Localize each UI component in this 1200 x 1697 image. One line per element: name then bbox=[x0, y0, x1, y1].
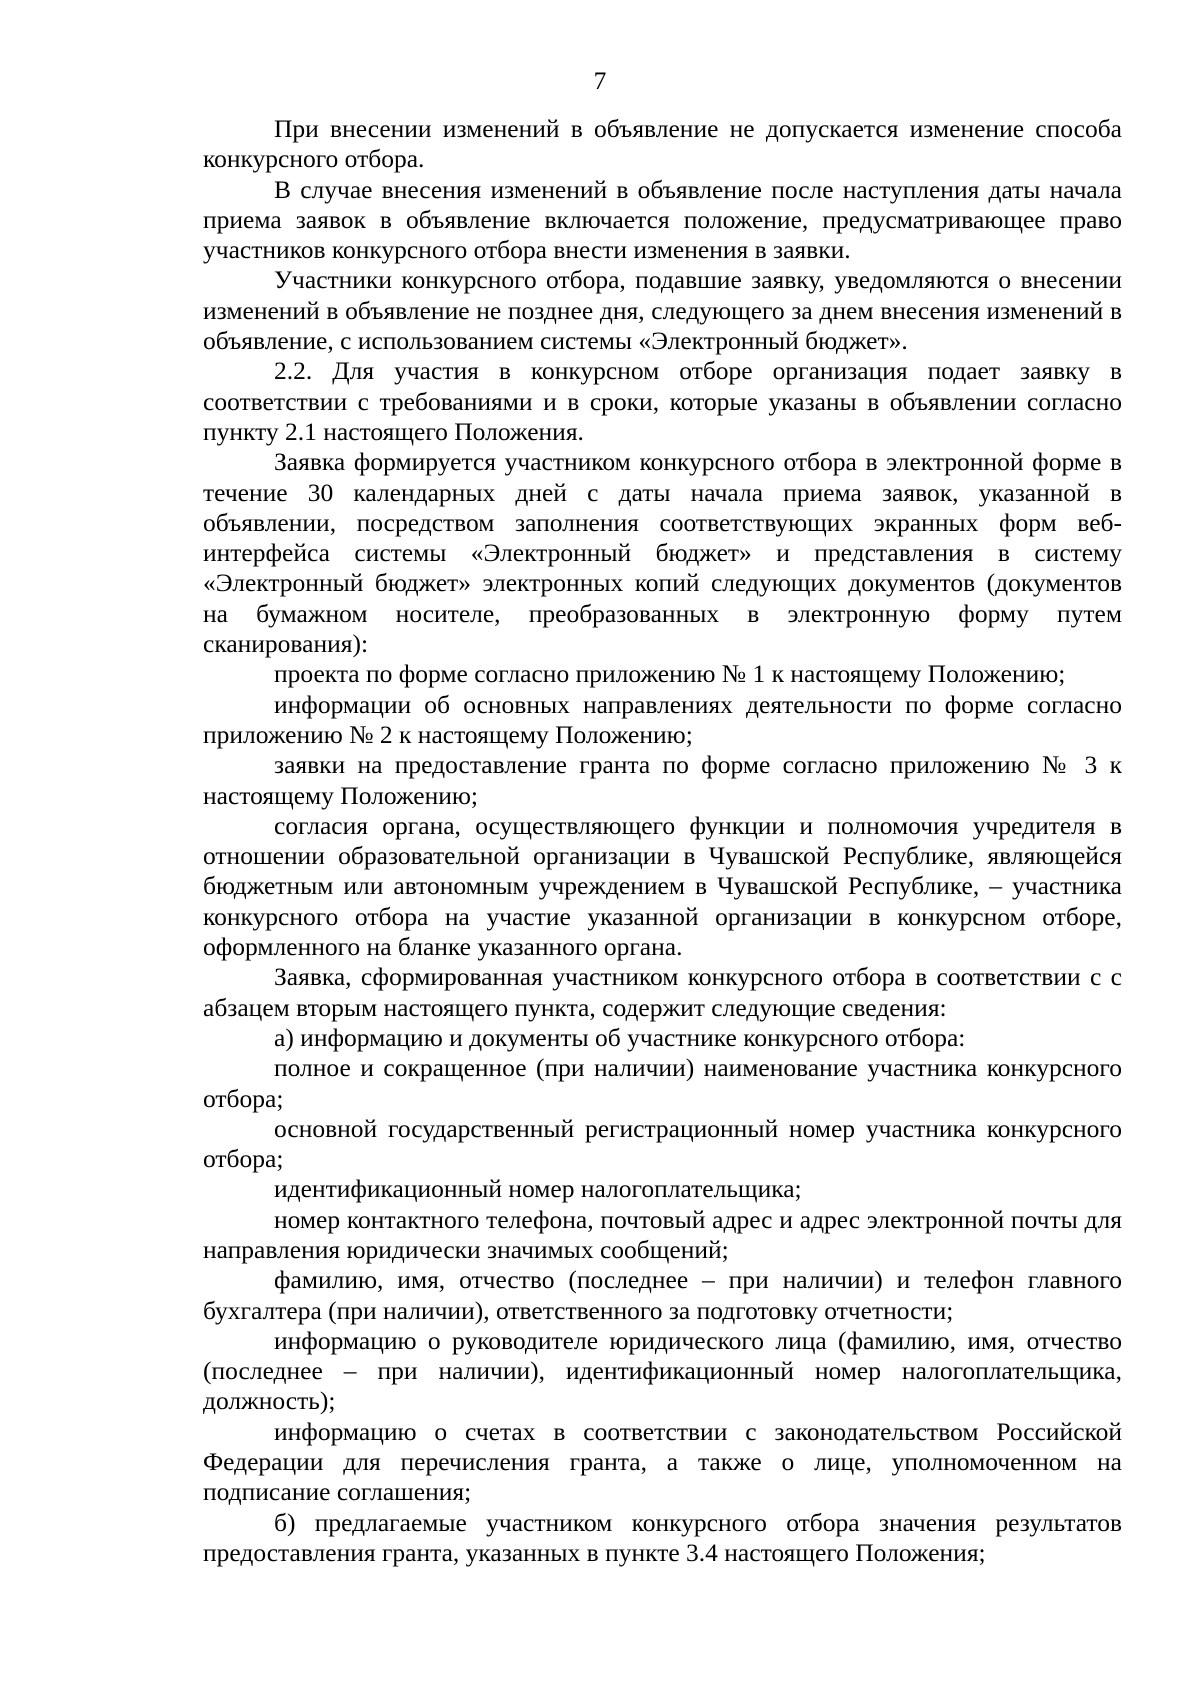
list-item: основной государственный регистрационный номер участника конкурсного отбора; bbox=[203, 1113, 1122, 1174]
paragraph: При внесении изменений в объявление не допускается изменение способа конкурсного отбора. bbox=[203, 114, 1122, 174]
list-item: проекта по форме согласно приложению № 1 к настоящему Положению; bbox=[274, 659, 1066, 689]
paragraph: Участники конкурсного отбора, подавшие заявку, уведомляются о внесении изменений в объявление не позднее дня, следующего за днем внесения изменений в объявление, с использованием системы «Электронный бюджет». bbox=[203, 265, 1122, 356]
document-body bbox=[203, 114, 1122, 1568]
list-item: б) предлагаемые участником конкурсного отбора значения результатов предоставления гранта, указанных в пункте 3.4 настоящего Положения; bbox=[203, 1507, 1122, 1567]
page-number: 7 bbox=[593, 66, 607, 95]
list-item: а) информацию и документы об участнике конкурсного отбора: bbox=[274, 1022, 966, 1052]
list-item: фамилию, имя, отчество (последнее – при наличии) и телефон главного бухгалтера (при наличии), ответственного за подготовку отчетности; bbox=[203, 1265, 1122, 1325]
list-item: заявки на предоставление гранта по форме согласно приложению № 3 к настоящему Положению; bbox=[203, 750, 1122, 810]
list-item: информацию о руководителе юридического лица (фамилию, имя, отчество (последнее – при наличии), идентификационный номер налогоплательщика, должность); bbox=[203, 1325, 1122, 1416]
list-item: информацию о счетах в соответствии с законодательством Российской Федерации для перечисления гранта, а также о лице, уполномоченном на подписание соглашения; bbox=[203, 1416, 1122, 1507]
list-item: информации об основных направлениях деятельности по форме согласно приложению № 2 к настоящему Положению; bbox=[203, 689, 1122, 749]
list-item: согласия органа, осуществляющего функции и полномочия учредителя в отношении образовательной организации в Чувашской Республике, являющейся бюджетным или автономным учреждением в Чувашской Республике, – участника конкурсного отбора на участие указанной организации в конкурсном отборе, оформленного на бланке указанного органа. bbox=[203, 810, 1122, 962]
list-item: полное и сокращенное (при наличии) наименование участника конкурсного отбора; bbox=[203, 1053, 1122, 1113]
paragraph: Заявка, сформированная участником конкурсного отбора в соответствии с с абзацем вторым настоящего пункта, содержит следующие сведения: bbox=[203, 962, 1122, 1022]
list-item: идентификационный номер налогоплательщика; bbox=[274, 1174, 802, 1204]
paragraph: Заявка формируется участником конкурсного отбора в электронной форме в течение 30 календарных дней с даты начала приема заявок, указанной в объявлении, посредством заполнения соответствующих экранных форм веб-интерфейса системы «Электронный бюджет» и представления в систему «Электронный бюджет» электронных копий следующих документов (документов на бумажном носителе, преобразованных в электронную форму путем сканирования): bbox=[203, 447, 1122, 659]
list-item: номер контактного телефона, почтовый адрес и адрес электронной почты для направления юридически значимых сообщений; bbox=[203, 1204, 1122, 1264]
paragraph: В случае внесения изменений в объявление после наступления даты начала приема заявок в объявление включается положение, предусматривающее право участников конкурсного отбора внести изменения в заявки. bbox=[203, 174, 1122, 265]
paragraph: 2.2. Для участия в конкурсном отборе организация подает заявку в соответствии с требованиями и в сроки, которые указаны в объявлении согласно пункту 2.1 настоящего Положения. bbox=[203, 356, 1122, 446]
